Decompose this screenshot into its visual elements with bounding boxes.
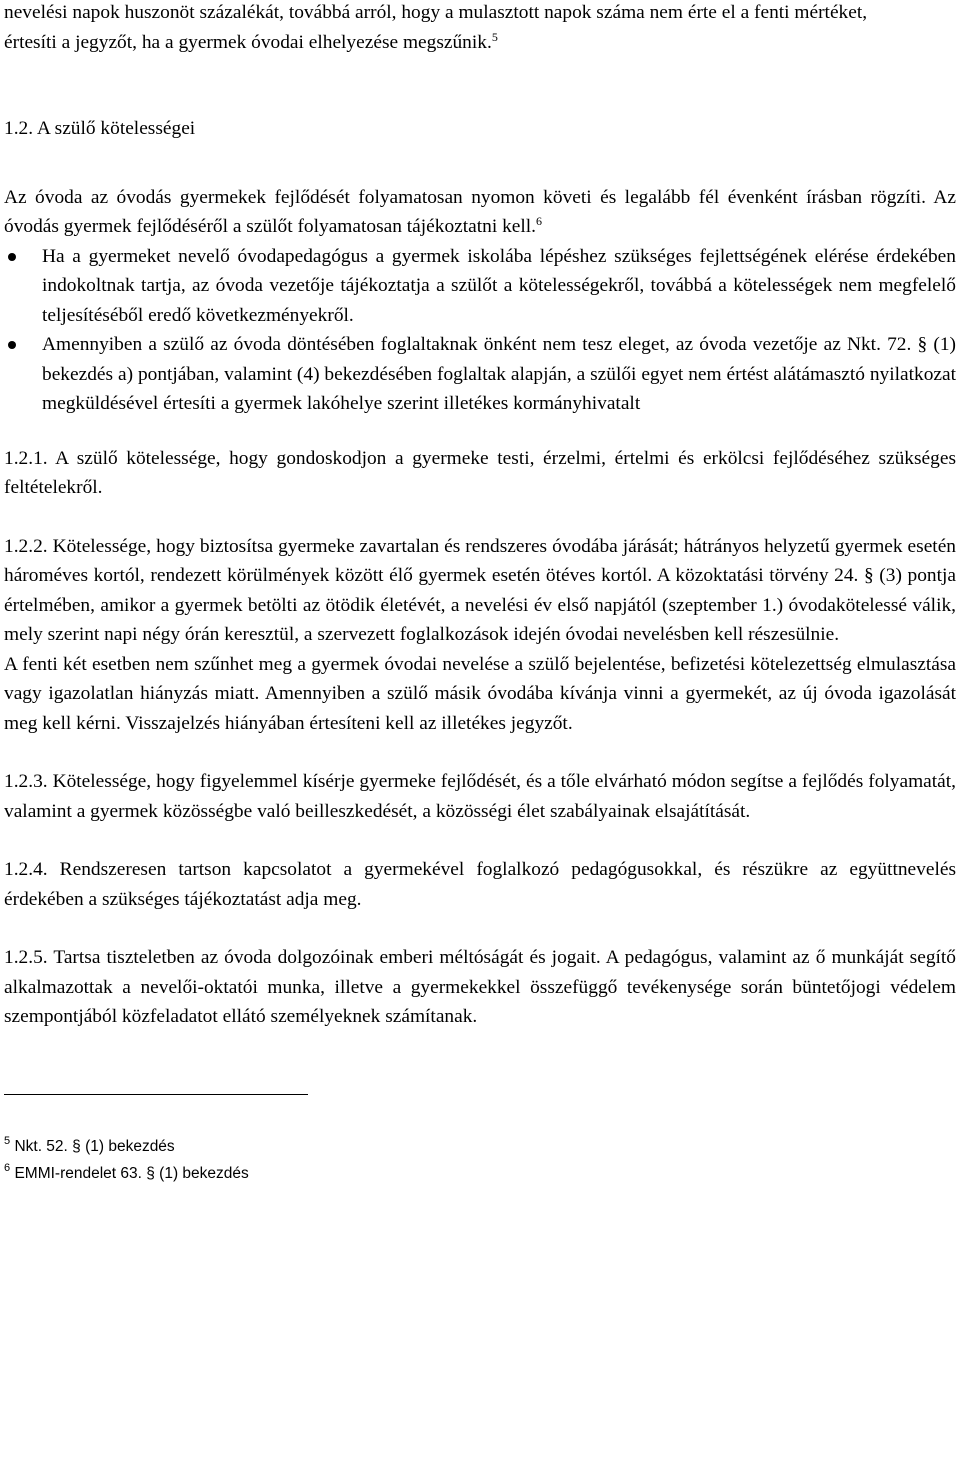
footnote-number: 5 [4, 1134, 11, 1147]
bullet-item [42, 330, 956, 419]
bullet-text: Amennyiben a szülő az óvoda döntésében foglaltaknak önként nem tesz eleget, az óvoda vezetője az Nkt. 72. § (1) bekezdés a) pontjában, valamint (4) bekezdésében foglaltak alapján, a szülői egyet nem értést alátámasztó nyilatkozat megküldésével értesíti a gyermek lakóhelye szerint illetékes kormányhivatalt [42, 334, 956, 414]
footnote-number: 6 [4, 1161, 11, 1174]
footnote-5 [4, 1133, 956, 1160]
bullet-icon [8, 341, 16, 349]
intro-line-2: értesíti a jegyzőt, ha a gyermek óvodai elhelyezése megszűnik. [4, 31, 492, 53]
document-page [4, 0, 956, 1187]
paragraph-1-2-1: 1.2.1. A szülő kötelessége, hogy gondoskodjon a gyermeke testi, érzelmi, értelmi és erkölcsi fejlődéséhez szükséges feltételekről. [4, 447, 956, 498]
paragraph-1-2-3: 1.2.3. Kötelessége, hogy figyelemmel kísérje gyermeke fejlődését, és a tőle elvárható módon segítse a fejlődés folyamatát, valamint a gyermek közösségbe való beilleszkedését, a közösségi élet szabályainak elsajátítását. [4, 771, 956, 822]
paragraph-1-2-2: 1.2.2. Kötelessége, hogy biztosítsa gyermeke zavartalan és rendszeres óvodába járását; hátrányos helyzetű gyermek esetén hároméves kortól, rendezett körülmények között élő gyermek esetén ötéves kortól. A közoktatási törvény 24. § (3) pontja értelmében, amikor a gyermek betölti az ötödik életévét, a nevelési év első napjától (szeptember 1.) óvodakötelessé válik, mely szerint napi négy órán keresztül, a szervezett foglalkozások idején óvodai nevelésben kell részesülnie. [4, 535, 956, 645]
footnote-text: EMMI-rendelet 63. § (1) bekezdés [14, 1164, 249, 1182]
paragraph-1-2-4: 1.2.4. Rendszeresen tartson kapcsolatot a gyermekével foglalkozó pedagógusokkal, és részükre az együttnevelés érdekében a szükséges tájékoztatást adja meg. [4, 859, 956, 910]
paragraph-intro-development [4, 183, 956, 242]
paragraph-1-2-5: 1.2.5. Tartsa tiszteletben az óvoda dolgozóinak emberi méltóságát és jogait. A pedagógus, valamint az ő munkáját segítő alkalmazottak a nevelői-oktatói munka, illetve a gyermekekkel összefüggő tevékenysége során büntetőjogi védelem szempontjából közfeladatot ellátó személyeknek számítanak. [4, 947, 956, 1027]
bullet-icon [8, 253, 16, 261]
bullet-item [42, 242, 956, 331]
intro-paragraph [4, 0, 956, 57]
bullet-text: Ha a gyermeket nevelő óvodapedagógus a gyermek iskolába lépéshez szükséges fejlettségének elérése érdekében indokoltnak tartja, az óvoda vezetője tájékoztatja a szülőt a kötelességekről, továbbá a kötelességek nem megfelelő teljesítéséből eredő következményekről. [42, 245, 956, 326]
paragraph-text: Az óvoda az óvodás gyermekek fejlődését folyamatosan nyomon követi és legalább fél évenként írásban rögzíti. Az óvodás gyermek fejlődéséről a szülőt folyamatosan tájékoztatni kell. [4, 186, 956, 237]
footnote-ref-5: 5 [491, 29, 498, 44]
intro-line-1: nevelési napok huszonöt százalékát, továbbá arról, hogy a mulasztott napok száma nem érte el a fenti mértéket, [4, 2, 868, 23]
paragraph-1-2-2-continued: A fenti két esetben nem szűnhet meg a gyermek óvodai nevelése a szülő bejelentése, befizetési kötelezettség elmulasztása vagy igazolatlan hiányzás miatt. Amennyiben a szülő másik óvodába kívánja vinni a gyermekét, az új óvoda igazolását meg kell kérni. Visszajelzés hiányában értesíteni kell az illetékes jegyzőt. [4, 653, 956, 734]
section-heading: 1.2. A szülő kötelességei [4, 118, 196, 139]
footnote-text: Nkt. 52. § (1) bekezdés [14, 1137, 175, 1155]
bullet-list [4, 242, 956, 419]
footnote-6 [4, 1160, 956, 1187]
footnote-ref-6: 6 [536, 214, 542, 228]
